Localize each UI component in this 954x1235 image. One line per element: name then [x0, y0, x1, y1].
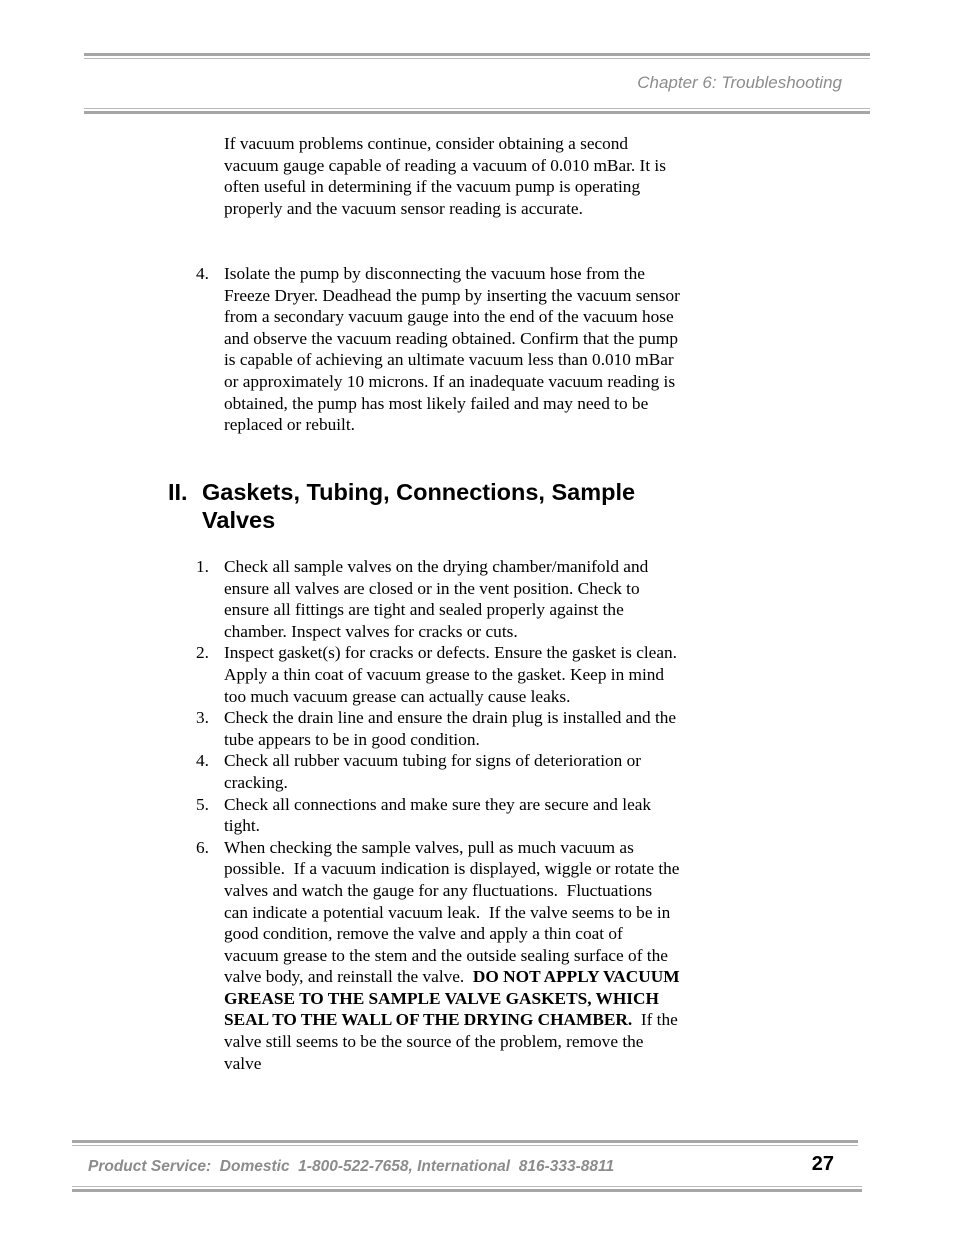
header-rule-bottom-thin: [84, 108, 870, 109]
page-number: 27: [811, 1153, 834, 1175]
footer-rule-bottom: [72, 1189, 862, 1192]
list-item-number: 6.: [196, 837, 209, 857]
intro-paragraph: If vacuum problems continue, consider obtaining a second vacuum gauge capable of reading a vacuum of 0.010 mBar. It is often useful in determining if the vacuum pump is operating properly and the vacuum sensor reading is accurate.: [224, 134, 666, 218]
list-item: [196, 263, 680, 436]
list-item-number: 3.: [196, 708, 209, 728]
footer-rule-top: [72, 1140, 858, 1143]
list-item-text: [224, 838, 684, 1073]
section-number: II.: [168, 479, 188, 505]
list-item: [196, 642, 680, 707]
section-heading: [168, 478, 688, 534]
list-item: [196, 794, 680, 837]
list-item-number: 4.: [196, 751, 209, 771]
list-item: [196, 556, 680, 642]
chapter-title: Chapter 6: Troubleshooting: [637, 73, 842, 92]
footer-rule-top-thin: [72, 1145, 858, 1146]
list-item-text: Check all sample valves on the drying chamber/manifold and ensure all valves are closed or in the vent position. Check to ensure all fittings are tight and sealed properly against the chamber. Inspect valves for cracks or cuts.: [224, 557, 649, 641]
header-rule-top: [84, 53, 870, 56]
list-item: [196, 707, 680, 750]
footer-contact: Product Service: Domestic 1-800-522-7658, International 816-333-8811: [88, 1158, 615, 1175]
list-item: [196, 750, 680, 793]
pump-steps-list: [196, 263, 680, 436]
list-item-text-after: If the valve still seems to be the source of the problem, remove the valve: [224, 1010, 683, 1073]
header-rule-bottom: [84, 111, 870, 114]
list-item-text: Isolate the pump by disconnecting the vacuum hose from the Freeze Dryer. Deadhead the pump by inserting the vacuum sensor from a secondary vacuum gauge into the end of the vacuum hose and observe the vacuum reading obtained. Confirm that the pump is capable of achieving an ultimate vacuum less than 0.010 mBar or approximately 10 microns. If an inadequate vacuum reading is obtained, the pump has most likely failed and may need to be replaced or rebuilt.: [224, 264, 680, 435]
list-item-number: 5.: [196, 794, 209, 814]
list-item-number: 4.: [196, 264, 209, 283]
list-item-text: Check all rubber vacuum tubing for signs of deterioration or cracking.: [224, 751, 642, 792]
warning-text: DO NOT APPLY VACUUM GREASE TO THE SAMPLE VALVE GASKETS, WHICH SEAL TO THE WALL OF THE DRYING CHAMBER.: [224, 967, 680, 1030]
list-item: [196, 837, 684, 1075]
section-items-list: [196, 556, 684, 1074]
section-title: Gaskets, Tubing, Connections, Sample Valves: [202, 479, 636, 533]
list-item-text: Inspect gasket(s) for cracks or defects. Ensure the gasket is clean. Apply a thin coat of vacuum grease to the gasket. Keep in mind too much vacuum grease can actually cause leaks.: [224, 643, 677, 706]
list-item-text: Check all connections and make sure they are secure and leak tight.: [224, 794, 652, 836]
list-item-text-before: When checking the sample valves, pull as much vacuum as possible. If a vacuum indication is displayed, wiggle or rotate the valves and watch the gauge for any fluctuations. Fluctuations can indicate a potential vacuum leak. If the valve seems to be in good condition, remove the valve and apply a thin coat of vacuum grease to the stem and the outside sealing surface of the valve body, and reinstall the valve.: [224, 837, 684, 987]
footer-rule-bottom-thin: [72, 1186, 862, 1187]
list-item-text: Check the drain line and ensure the drain plug is installed and the tube appears to be in good condition.: [224, 708, 677, 749]
list-item-number: 1.: [196, 557, 209, 576]
header-rule-top-thin: [84, 58, 870, 59]
list-item-number: 2.: [196, 643, 209, 663]
